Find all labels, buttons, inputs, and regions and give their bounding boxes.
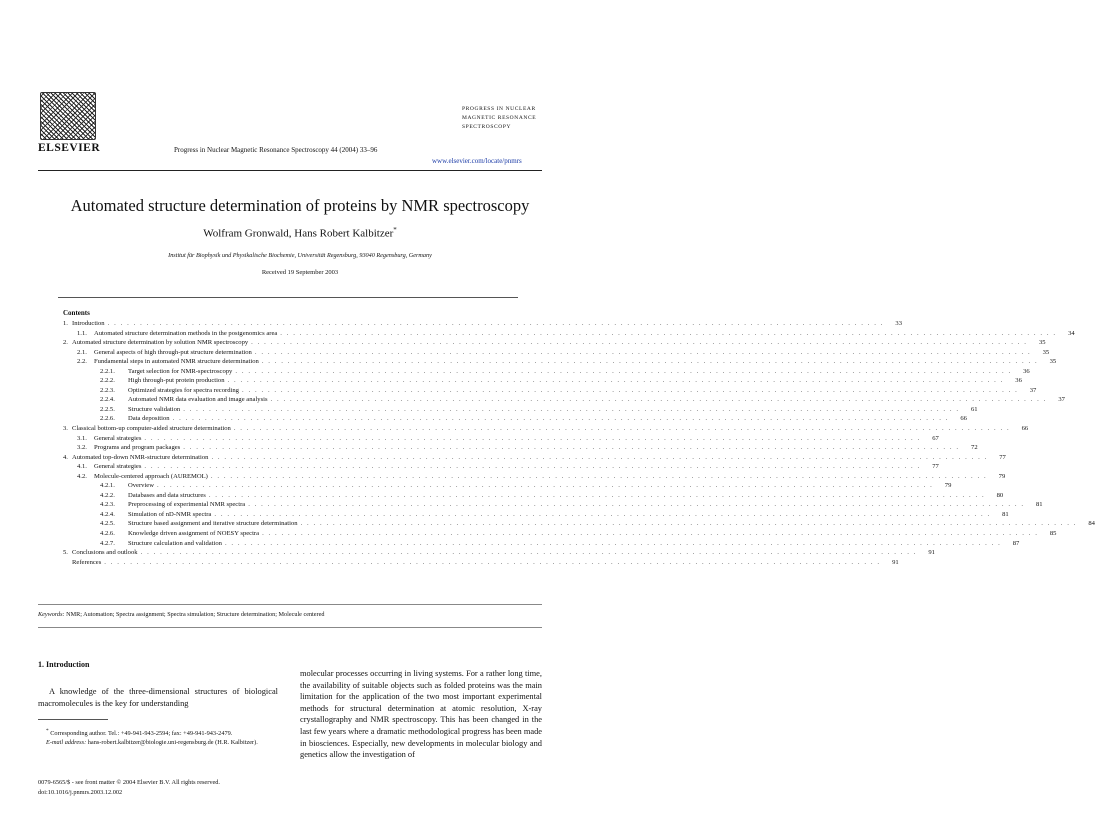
toc-dot-leader: . . . . . . . . . . . . . . . . . . . . . . . . . . . . . . . . . . . . . . . . . . . . . . . . . . . . . . . . . . . . . . . . . . . . . . . . . . . . . . . . . . . . . . . . . . . . . . . . . . . . . . . . . . . . . . . . . . . . . . . .	[104, 558, 881, 566]
toc-entry-number: 4.1.	[77, 463, 87, 471]
toc-dot-leader: . . . . . . . . . . . . . . . . . . . . . . . . . . . . . . . . . . . . . . . . . . . . . . . . . . . . . . . . . . . . . . . . . . . . . . . . . . . . . . . . . . . . . . . . . . . . . . . . . . . . . . . . . . . . . . . . . . . . . . . .	[261, 358, 1039, 366]
keywords-label: Keywords:	[38, 611, 65, 618]
toc-entry-number: 2.2.6.	[100, 415, 115, 423]
toc-entry[interactable]	[63, 357, 1057, 367]
toc-dot-leader: . . . . . . . . . . . . . . . . . . . . . . . . . . . . . . . . . . . . . . . . . . . . . . . . . . . . . . . . . . . . . . . . . . . . . . . . . . . . . . . . . . . . . . . . . . . . . . . . . . . . . . . . . . . . . . . . . . . . . . . .	[210, 472, 988, 480]
toc-entry[interactable]	[63, 414, 967, 424]
email-address-link[interactable]: hans-robert.kalbitzer@biologie.uni-regensburg.de (H.R. Kalbitzer).	[87, 739, 258, 747]
toc-entry-page: 36	[1023, 367, 1030, 375]
author-affiliation: Institut für Biophysik und Physikalische Biochemie, Universität Regensburg, 93040 Regensburg, Germany	[168, 252, 432, 259]
toc-entry-number: 3.	[63, 425, 68, 433]
toc-entry-page: 91	[928, 549, 935, 557]
toc-entry-page: 36	[1015, 377, 1022, 385]
toc-entry-page: 85	[1049, 530, 1057, 538]
toc-entry[interactable]	[63, 405, 978, 415]
journal-citation: Progress in Nuclear Magnetic Resonance Spectroscopy 44 (2004) 33–96	[174, 146, 378, 154]
toc-entry-page: 81	[1035, 501, 1043, 509]
toc-dot-leader: . . . . . . . . . . . . . . . . . . . . . . . . . . . . . . . . . . . . . . . . . . . . . . . . . . . . . . . . . . . . . . . . . . . . . . . . . . . . . . . . . . . . . . . . . . . . . . . . . . . . . . . . . . . . . . . . . . . . . . . .	[251, 339, 1028, 347]
toc-entry-page: 61	[970, 405, 978, 413]
toc-entry-page: 72	[971, 444, 978, 452]
toc-entry-number: 2.2.2.	[100, 377, 115, 385]
email-label: E-mail address:	[46, 739, 87, 747]
toc-entry-number: 4.2.2.	[100, 491, 115, 499]
footnote-divider	[38, 719, 108, 720]
toc-entry-title: Classical bottom-up computer-aided structure determination	[72, 425, 231, 433]
toc-entry-number: 3.1.	[77, 434, 87, 442]
toc-entry-title: Knowledge driven assignment of NOESY spectra	[128, 530, 260, 538]
toc-entry-number: 2.1.	[77, 348, 87, 356]
toc-entry-page: 34	[1068, 329, 1075, 337]
article-title: Automated structure determination of proteins by NMR spectroscopy	[70, 196, 530, 215]
toc-entry[interactable]	[63, 548, 935, 558]
toc-entry-page: 81	[1002, 510, 1009, 518]
toc-entry[interactable]	[63, 434, 939, 444]
contents-heading: Contents	[63, 309, 90, 317]
toc-entry-page: 66	[960, 415, 967, 423]
toc-entry[interactable]	[63, 348, 1050, 358]
toc-entry-title: Molecule-centered approach (AUREMOL)	[94, 472, 208, 480]
toc-dot-leader: . . . . . . . . . . . . . . . . . . . . . . . . . . . . . . . . . . . . . . . . . . . . . . . . . . . . . . . . . . . . . . . . . . . . . . . . . . . . . . . . . . . . . . . . . . . . . . . . . . . . . . . . . . . . . . . . . . . . . . . .	[235, 367, 1012, 375]
toc-dot-leader: . . . . . . . . . . . . . . . . . . . . . . . . . . . . . . . . . . . . . . . . . . . . . . . . . . . . . . . . . . . . . . . . . . . . . . . . . . . . . . . . . . . . . . . . . . . . . . . . . . . . . . . . . . . . . . . . . . . . . . . .	[157, 482, 934, 490]
toc-entry-title: Optimized strategies for spectra recording	[128, 386, 239, 394]
toc-entry[interactable]	[63, 510, 1009, 520]
toc-entry-title: Structure calculation and validation	[128, 539, 222, 547]
toc-dot-leader: . . . . . . . . . . . . . . . . . . . . . . . . . . . . . . . . . . . . . . . . . . . . . . . . . . . . . . . . . . . . . . . . . . . . . . . . . . . . . . . . . . . . . . . . . . . . . . . . . . . . . . . . . . . . . . . . . . . . . . . .	[208, 491, 986, 499]
toc-entry-title: Automated structure determination by solution NMR spectroscopy	[72, 339, 249, 347]
toc-dot-leader: . . . . . . . . . . . . . . . . . . . . . . . . . . . . . . . . . . . . . . . . . . . . . . . . . . . . . . . . . . . . . . . . . . . . . . . . . . . . . . . . . . . . . . . . . . . . . . . . . . . . . . . . . . . . . . . . . . . . . . . .	[227, 377, 1004, 385]
header-divider	[38, 170, 542, 171]
article-authors	[0, 226, 600, 240]
contents-divider	[58, 297, 518, 298]
toc-entry-number: 4.2.7.	[100, 539, 115, 547]
toc-entry-title: Structure validation	[128, 405, 181, 413]
toc-entry-title: Target selection for NMR-spectroscopy	[128, 367, 233, 375]
toc-dot-leader: . . . . . . . . . . . . . . . . . . . . . . . . . . . . . . . . . . . . . . . . . . . . . . . . . . . . . . . . . . . . . . . . . . . . . . . . . . . . . . . . . . . . . . . . . . . . . . . . . . . . . . . . . . . . . . . . . . . . . . . .	[248, 501, 1025, 509]
toc-entry-title: References	[72, 558, 102, 566]
toc-entry[interactable]	[63, 329, 1075, 339]
toc-entry-title: Fundamental steps in automated NMR structure determination	[94, 358, 259, 366]
toc-entry-title: Structure based assignment and iterative structure determination	[128, 520, 298, 528]
toc-entry-title: Introduction	[72, 320, 105, 327]
toc-entry-page: 67	[932, 434, 939, 442]
doi-link[interactable]: doi:10.1016/j.pnmrs.2003.12.002	[38, 788, 123, 796]
toc-entry-page: 91	[892, 558, 899, 566]
toc-entry[interactable]	[63, 472, 1006, 482]
toc-dot-leader: . . . . . . . . . . . . . . . . . . . . . . . . . . . . . . . . . . . . . . . . . . . . . . . . . . . . . . . . . . . . . . . . . . . . . . . . . . . . . . . . . . . . . . . . . . . . . . . . . . . . . . . . . . . . . . . . . . . . . . . .	[224, 539, 1002, 547]
toc-dot-leader: . . . . . . . . . . . . . . . . . . . . . . . . . . . . . . . . . . . . . . . . . . . . . . . . . . . . . . . . . . . . . . . . . . . . . . . . . . . . . . . . . . . . . . . . . . . . . . . . . . . . . . . . . . . . . . . . . . . . . . . .	[211, 453, 988, 461]
toc-entry-title: Simulation of nD-NMR spectra	[128, 510, 212, 518]
toc-entry-number: 1.	[63, 320, 68, 327]
toc-entry[interactable]	[63, 453, 1006, 463]
journal-url-link[interactable]: www.elsevier.com/locate/pnmrs	[432, 157, 522, 165]
toc-entry-page: 33	[895, 320, 902, 327]
toc-entry-number: 4.2.	[77, 472, 87, 480]
toc-entry-title: General strategies	[94, 434, 142, 442]
journal-brand-line: PROGRESS IN NUCLEAR	[462, 106, 536, 112]
journal-brand-line: MAGNETIC RESONANCE	[462, 115, 537, 121]
footnote-mark: *	[46, 728, 49, 734]
received-date: Received 19 September 2003	[261, 269, 339, 276]
toc-entry-number: 2.	[63, 339, 68, 347]
author-names: Wolfram Gronwald, Hans Robert Kalbitzer	[203, 227, 394, 240]
section-heading-introduction: 1. Introduction	[38, 660, 90, 669]
toc-entry-number: 1.1.	[77, 329, 87, 337]
keywords	[38, 611, 542, 618]
toc-entry[interactable]	[63, 558, 899, 568]
toc-dot-leader: . . . . . . . . . . . . . . . . . . . . . . . . . . . . . . . . . . . . . . . . . . . . . . . . . . . . . . . . . . . . . . . . . . . . . . . . . . . . . . . . . . . . . . . . . . . . . . . . . . . . . . . . . . . . . . . . . . . . . . . .	[270, 396, 1047, 404]
toc-entry[interactable]	[63, 386, 1037, 396]
toc-entry[interactable]	[63, 529, 1057, 539]
issn-line: 0079-6565/$ - see front matter © 2004 Elsevier B.V. All rights reserved.	[38, 779, 220, 786]
toc-entry[interactable]	[63, 519, 1095, 529]
toc-entry[interactable]	[63, 376, 1022, 386]
toc-entry-number: 4.2.4.	[100, 510, 115, 518]
toc-entry-number: 4.	[63, 453, 68, 461]
toc-entry-number: 3.2.	[77, 444, 87, 452]
toc-entry-number: 2.2.	[77, 358, 87, 366]
toc-entry[interactable]	[63, 338, 1046, 348]
toc-entry-title: General aspects of high through-put structure determination	[94, 348, 252, 356]
toc-entry[interactable]	[63, 500, 1043, 510]
toc-entry[interactable]	[63, 424, 1029, 434]
toc-entry-page: 80	[996, 491, 1004, 499]
toc-dot-leader: . . . . . . . . . . . . . . . . . . . . . . . . . . . . . . . . . . . . . . . . . . . . . . . . . . . . . . . . . . . . . . . . . . . . . . . . . . . . . . . . . . . . . . . . . . . . . . . . . . . . . . . . . . . . . . . . . . . . . . . .	[172, 415, 949, 423]
toc-entry-number: 2.2.1.	[100, 367, 115, 375]
elsevier-wordmark: ELSEVIER	[38, 142, 101, 154]
toc-entry[interactable]	[63, 481, 952, 491]
footnote-corresponding-text: Corresponding author. Tel.: +49-941-943-2594; fax: +49-941-943-2479.	[50, 730, 233, 738]
toc-entry-title: General strategies	[94, 463, 142, 471]
toc-entry-page: 77	[932, 463, 939, 471]
toc-dot-leader: . . . . . . . . . . . . . . . . . . . . . . . . . . . . . . . . . . . . . . . . . . . . . . . . . . . . . . . . . . . . . . . . . . . . . . . . . . . . . . . . . . . . . . . . . . . . . . . . . . . . . . . . . . . . . . . . . . . . . . . .	[107, 320, 884, 327]
corresponding-author-mark[interactable]: *	[393, 226, 397, 234]
toc-entry[interactable]	[63, 462, 939, 472]
journal-brand	[462, 105, 542, 132]
toc-entry[interactable]	[63, 395, 1065, 405]
toc-entry-page: 37	[1058, 396, 1065, 404]
toc-dot-leader: . . . . . . . . . . . . . . . . . . . . . . . . . . . . . . . . . . . . . . . . . . . . . . . . . . . . . . . . . . . . . . . . . . . . . . . . . . . . . . . . . . . . . . . . . . . . . . . . . . . . . . . . . . . . . . . . . . . . . . . .	[280, 329, 1057, 337]
toc-dot-leader: . . . . . . . . . . . . . . . . . . . . . . . . . . . . . . . . . . . . . . . . . . . . . . . . . . . . . . . . . . . . . . . . . . . . . . . . . . . . . . . . . . . . . . . . . . . . . . . . . . . . . . . . . . . . . . . . . . . . . . . .	[183, 444, 960, 452]
elsevier-logo	[38, 92, 101, 156]
intro-paragraph-right: molecular processes occurring in living systems. For a rather long time, the availability of suitable objects such as folded proteins was the main limitation for the application of the two most important experimental methods for structural determination at atomic resolution, X-ray crystallography and NMR spectroscopy. This has been changed in the last few years where a dramatic methodological progress has been made in biosciences. Especially, new developments in molecular biology and genetics allow the investigation of	[300, 669, 542, 760]
toc-dot-leader: . . . . . . . . . . . . . . . . . . . . . . . . . . . . . . . . . . . . . . . . . . . . . . . . . . . . . . . . . . . . . . . . . . . . . . . . . . . . . . . . . . . . . . . . . . . . . . . . . . . . . . . . . . . . . . . . . . . . . . . .	[140, 549, 917, 557]
table-of-contents	[63, 319, 1095, 567]
toc-entry[interactable]	[63, 319, 902, 329]
toc-dot-leader: . . . . . . . . . . . . . . . . . . . . . . . . . . . . . . . . . . . . . . . . . . . . . . . . . . . . . . . . . . . . . . . . . . . . . . . . . . . . . . . . . . . . . . . . . . . . . . . . . . . . . . . . . . . . . . . . . . . . . . . .	[144, 463, 921, 471]
toc-entry-number: 4.2.5.	[100, 520, 115, 528]
toc-entry-page: 87	[1012, 539, 1020, 547]
toc-entry-number: 4.2.6.	[100, 530, 115, 538]
toc-entry-title: Conclusions and outlook	[72, 549, 138, 557]
toc-entry-title: Databases and data structures	[128, 491, 206, 499]
keywords-text: NMR; Automation; Spectra assignment; Spectra simulation; Structure determination; Molecule centered	[66, 611, 325, 618]
toc-entry-number: 2.2.4.	[100, 396, 115, 404]
toc-entry-title: High through-put protein production	[128, 377, 225, 385]
toc-dot-leader: . . . . . . . . . . . . . . . . . . . . . . . . . . . . . . . . . . . . . . . . . . . . . . . . . . . . . . . . . . . . . . . . . . . . . . . . . . . . . . . . . . . . . . . . . . . . . . . . . . . . . . . . . . . . . . . . . . . . . . . .	[214, 510, 991, 518]
toc-entry-page: 35	[1049, 358, 1057, 366]
toc-entry-title: Programs and program packages	[94, 444, 181, 452]
toc-dot-leader: . . . . . . . . . . . . . . . . . . . . . . . . . . . . . . . . . . . . . . . . . . . . . . . . . . . . . . . . . . . . . . . . . . . . . . . . . . . . . . . . . . . . . . . . . . . . . . . . . . . . . . . . . . . . . . . . . . . . . . . .	[233, 425, 1011, 433]
keywords-divider-bottom	[38, 627, 542, 628]
footnote	[38, 727, 278, 747]
toc-entry[interactable]	[63, 491, 1004, 501]
intro-paragraph-left: A knowledge of the three-dimensional structures of biological macromolecules is the key for understanding	[38, 687, 278, 708]
front-matter	[38, 778, 298, 797]
toc-entry-number: 4.2.1.	[100, 482, 115, 490]
keywords-divider-top	[38, 604, 542, 605]
toc-entry-number: 2.2.3.	[100, 386, 115, 394]
toc-entry-page: 79	[944, 482, 952, 490]
toc-entry-title: Data deposition	[128, 415, 170, 423]
toc-entry-page: 77	[999, 453, 1006, 461]
elsevier-tree-icon	[40, 92, 96, 140]
toc-entry-title: Preprocessing of experimental NMR spectra	[128, 501, 246, 509]
toc-entry-number: 2.2.5.	[100, 405, 115, 413]
toc-dot-leader: . . . . . . . . . . . . . . . . . . . . . . . . . . . . . . . . . . . . . . . . . . . . . . . . . . . . . . . . . . . . . . . . . . . . . . . . . . . . . . . . . . . . . . . . . . . . . . . . . . . . . . . . . . . . . . . . . . . . . . . .	[183, 405, 960, 413]
toc-dot-leader: . . . . . . . . . . . . . . . . . . . . . . . . . . . . . . . . . . . . . . . . . . . . . . . . . . . . . . . . . . . . . . . . . . . . . . . . . . . . . . . . . . . . . . . . . . . . . . . . . . . . . . . . . . . . . . . . . . . . . . . .	[254, 348, 1032, 356]
toc-entry[interactable]	[63, 443, 978, 453]
toc-entry-page: 35	[1038, 339, 1046, 347]
toc-entry-title: Automated NMR data evaluation and image analysis	[128, 396, 268, 404]
toc-entry-title: Automated structure determination methods in the postgenomics area	[94, 329, 278, 337]
toc-entry[interactable]	[63, 539, 1020, 549]
footnote-corresponding	[38, 727, 278, 738]
toc-dot-leader: . . . . . . . . . . . . . . . . . . . . . . . . . . . . . . . . . . . . . . . . . . . . . . . . . . . . . . . . . . . . . . . . . . . . . . . . . . . . . . . . . . . . . . . . . . . . . . . . . . . . . . . . . . . . . . . . . . . . . . . .	[262, 530, 1039, 538]
toc-dot-leader: . . . . . . . . . . . . . . . . . . . . . . . . . . . . . . . . . . . . . . . . . . . . . . . . . . . . . . . . . . . . . . . . . . . . . . . . . . . . . . . . . . . . . . . . . . . . . . . . . . . . . . . . . . . . . . . . . . . . . . . .	[144, 434, 921, 442]
toc-entry-page: 35	[1042, 348, 1050, 356]
toc-entry[interactable]	[63, 367, 1030, 377]
journal-brand-line: SPECTROSCOPY	[462, 124, 512, 130]
toc-entry-number: 5.	[63, 549, 68, 557]
toc-entry-number: 4.2.3.	[100, 501, 115, 509]
toc-entry-page: 84	[1088, 520, 1095, 528]
toc-entry-title: Automated top-down NMR-structure determination	[72, 453, 209, 461]
toc-dot-leader: . . . . . . . . . . . . . . . . . . . . . . . . . . . . . . . . . . . . . . . . . . . . . . . . . . . . . . . . . . . . . . . . . . . . . . . . . . . . . . . . . . . . . . . . . . . . . . . . . . . . . . . . . . . . . . . . . . . . . . . .	[241, 386, 1019, 394]
toc-entry-page: 37	[1029, 386, 1037, 394]
toc-entry-page: 66	[1021, 425, 1029, 433]
footnote-email	[38, 738, 278, 747]
toc-entry-page: 79	[998, 472, 1006, 480]
toc-entry-title: Overview	[128, 482, 154, 490]
toc-dot-leader: . . . . . . . . . . . . . . . . . . . . . . . . . . . . . . . . . . . . . . . . . . . . . . . . . . . . . . . . . . . . . . . . . . . . . . . . . . . . . . . . . . . . . . . . . . . . . . . . . . . . . . . . . . . . . . . . . . . . . . . .	[300, 520, 1077, 528]
